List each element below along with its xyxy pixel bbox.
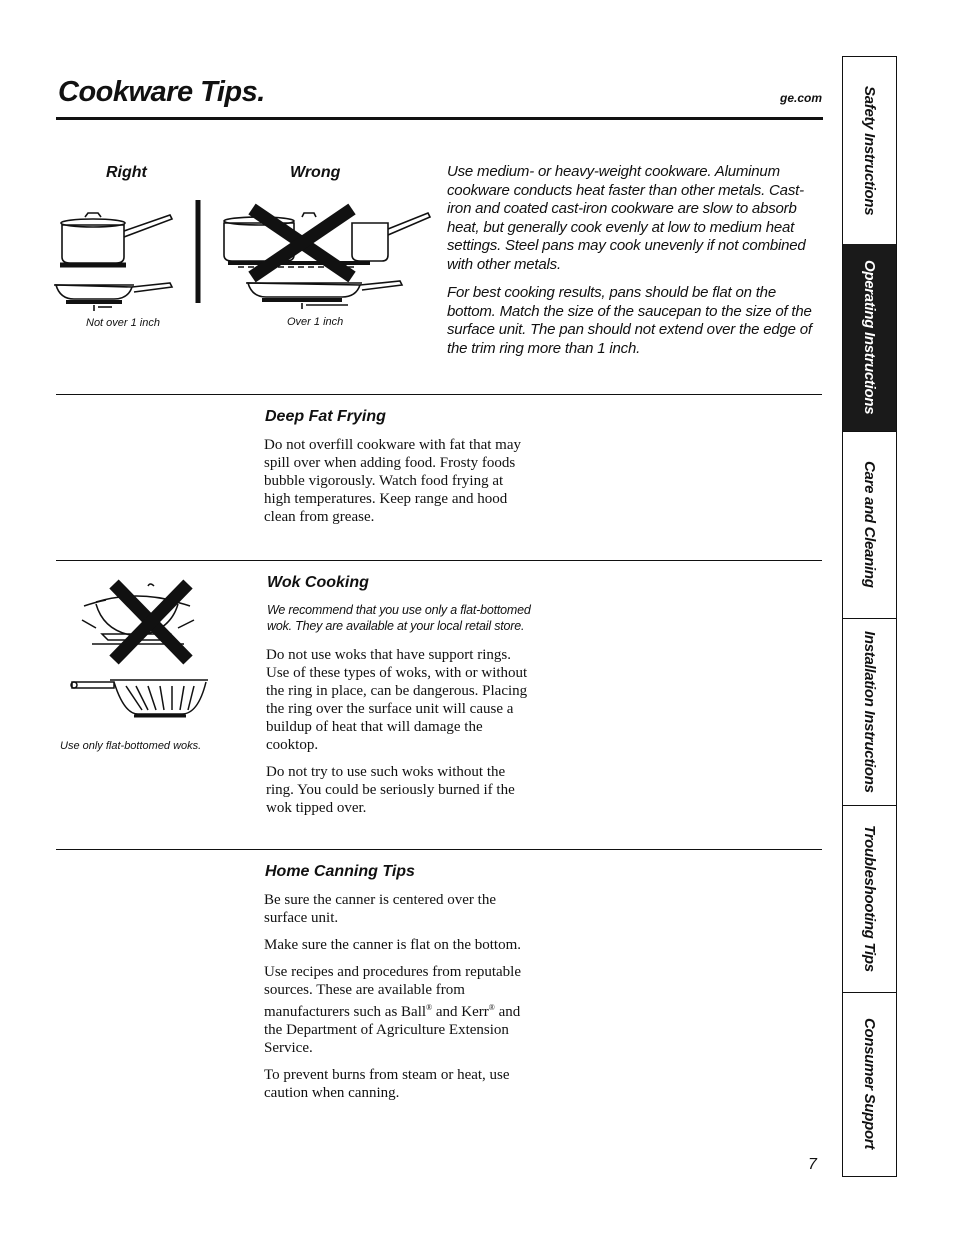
tab-label: Care and Cleaning [861, 461, 878, 588]
registered-mark: ® [488, 1003, 495, 1012]
right-caption: Not over 1 inch [86, 317, 160, 329]
cookware-text [447, 163, 817, 368]
canning-paragraph-4: To prevent burns from steam or heat, use caution when canning. [264, 1067, 510, 1101]
deep-fat-heading: Deep Fat Frying [265, 408, 386, 425]
canning-p3-part-b: and Kerr [432, 1004, 489, 1020]
right-label: Right [106, 164, 147, 181]
registered-mark: ® [426, 1003, 433, 1012]
canning-p3-part-c: and the Department of Agriculture Extension Service. [264, 1004, 521, 1056]
wok-illustration [66, 576, 216, 726]
page-title: Cookware Tips. [58, 76, 265, 108]
canning-paragraph-3 [264, 963, 534, 1057]
wok-paragraph-2: Do not try to use such woks without the ring. You could be seriously burned if the wok tipped over. [266, 764, 515, 816]
page-number: 7 [808, 1156, 817, 1173]
tab-consumer-support[interactable] [843, 992, 896, 1176]
section-rule [56, 560, 822, 561]
tab-safety-instructions[interactable] [843, 57, 896, 245]
tab-label: Troubleshooting Tips [861, 825, 878, 972]
cookware-illustration [52, 195, 442, 315]
wok-heading: Wok Cooking [267, 574, 369, 591]
wok-text [266, 646, 536, 826]
tab-label: Consumer Support [861, 1018, 878, 1150]
canning-paragraph-1: Be sure the canner is centered over the surface unit. [264, 892, 496, 926]
section-sidebar [842, 56, 897, 1177]
saucepan-right-illustration [60, 213, 172, 265]
wok-note: We recommend that you use only a flat-bottomed wok. They are available at your local retail store. [267, 603, 531, 633]
wok-paragraph-1: Do not use woks that have support rings. Use of these types of woks, with or without the ring in place, can be dangerous. Placing the ring over the surface unit will cause a buildup of heat that will damage the cooktop. [266, 647, 528, 753]
canning-paragraph-2: Make sure the canner is flat on the bottom. [264, 937, 522, 953]
wrong-caption: Over 1 inch [287, 316, 344, 328]
section-rule [56, 849, 822, 850]
header-rule [56, 117, 823, 120]
canning-heading: Home Canning Tips [265, 863, 415, 880]
section-rule [56, 394, 822, 395]
tab-label: Installation Instructions [861, 630, 878, 793]
tab-label: Operating Instructions [861, 260, 878, 415]
deep-fat-text [264, 436, 532, 535]
wok-caption: Use only flat-bottomed woks. [60, 740, 202, 752]
tab-installation-instructions[interactable] [843, 618, 896, 806]
deep-fat-paragraph: Do not overfill cookware with fat that may spill over when adding food. Frosty foods bubble vigorously. Watch food frying at high temperatures. Keep range and hood clean from grease. [264, 437, 522, 525]
cookware-paragraph-1: Use medium- or heavy-weight cookware. Aluminum cookware conducts heat faster than other metals. Cast-iron and coated cast-iron cookware are slow to absorb heat, but generally cook evenly at low to medium heat settings. Steel pans may cook unevenly if not combined with other metals. [447, 163, 806, 273]
tab-operating-instructions[interactable] [843, 244, 896, 432]
tab-care-and-cleaning[interactable] [843, 431, 896, 619]
skillet-right-illustration [54, 283, 172, 311]
skillet-wrong-illustration [246, 281, 402, 309]
cookware-paragraph-2: For best cooking results, pans should be flat on the bottom. Match the size of the saucepan to the size of the surface unit. The pan should not extend over the edge of the trim ring more than 1 inch. [447, 284, 812, 357]
wrong-label: Wrong [290, 164, 341, 181]
flat-wok-illustration [71, 680, 208, 716]
site-url: ge.com [779, 91, 822, 105]
tab-troubleshooting-tips[interactable] [843, 805, 896, 993]
canning-p3-part-a: Use recipes and procedures from reputable sources. These are available from manufacturers such as Ball [264, 964, 521, 1020]
tab-label: Safety Instructions [861, 85, 878, 216]
canning-text [264, 891, 534, 1111]
